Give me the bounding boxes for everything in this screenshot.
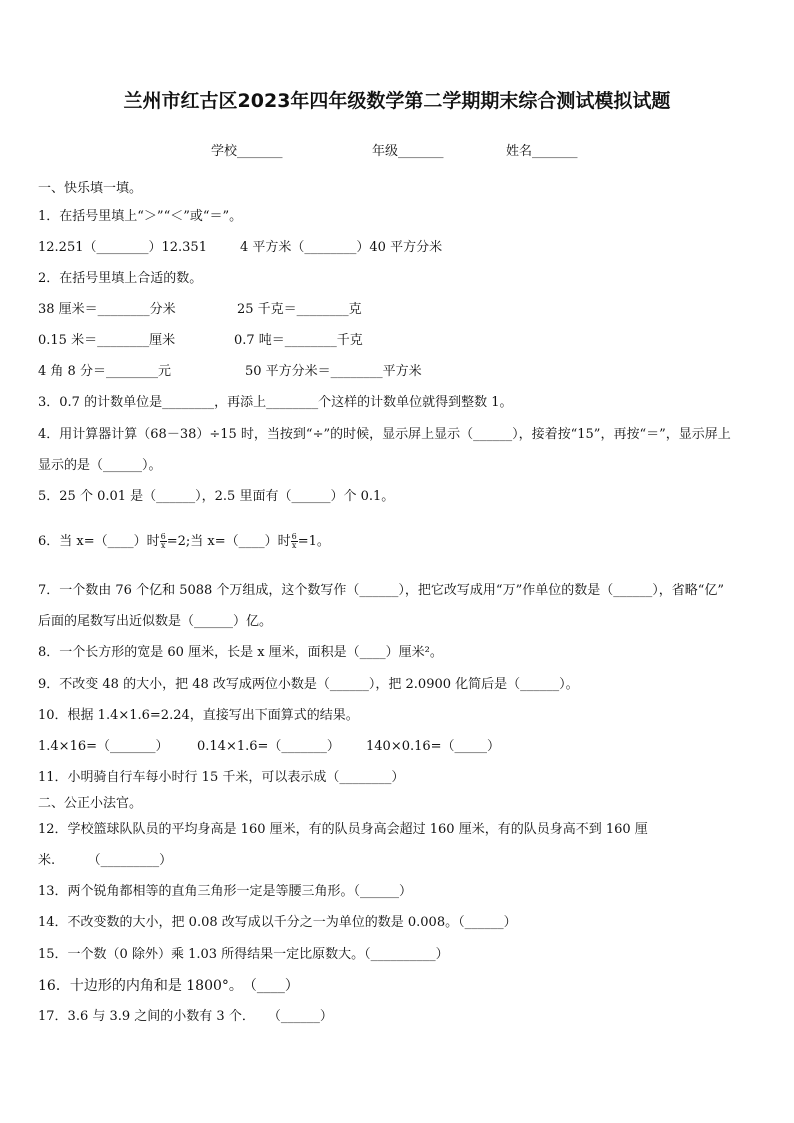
question-3: 3．0.7 的计数单位是________，再添上________个这样的计数单位就得到整数 1。	[38, 395, 513, 410]
question-4-line-2: 显示的是（______）。	[38, 458, 162, 473]
question-2-e: 4 角 8 分＝________元	[38, 364, 171, 379]
question-10-a: 1.4×16=（_______）	[38, 739, 169, 754]
grade-field: 年级_______	[372, 144, 444, 159]
name-field: 姓名_______	[506, 144, 578, 159]
question-2: 2．在括号里填上合适的数。	[38, 271, 203, 286]
question-1-b: 4 平方米（________）40 平方分米	[240, 240, 443, 255]
question-10-b: 0.14×1.6=（_______）	[197, 739, 340, 754]
question-1-a: 12.251（________）12.351	[38, 240, 207, 255]
question-16: 16．十边形的内角和是 1800°。 （____）	[38, 978, 299, 994]
question-2-f: 50 平方分米＝________平方米	[245, 364, 422, 379]
question-6-prefix: 6．当 x=（____）时	[38, 534, 160, 549]
fraction-6-over-x-2: $\frac{6}{x}$	[291, 532, 297, 550]
question-7-line-2: 后面的尾数写出近似数是（______）亿。	[38, 614, 273, 629]
fraction-6-over-x: $\frac{6}{x}$	[160, 532, 166, 550]
question-10: 10．根据 1.4×1.6=2.24，直接写出下面算式的结果。	[38, 708, 359, 723]
question-12-line-1: 12．学校篮球队队员的平均身高是 160 厘米，有的队员身高会超过 160 厘米，有的队员身高不到 160 厘	[38, 822, 648, 837]
question-5: 5．25 个 0.01 是（______），2.5 里面有（______）个 0.1。	[38, 489, 395, 504]
question-6-mid: =2;当 x=（____）时	[166, 534, 291, 549]
question-2-d: 0.7 吨＝________千克	[234, 333, 363, 348]
question-2-a: 38 厘米＝________分米	[38, 302, 176, 317]
question-11: 11．小明骑自行车每小时行 15 千米，可以表示成（________）	[38, 770, 405, 785]
question-6-suffix: =1。	[297, 534, 330, 549]
question-10-c: 140×0.16=（_____）	[366, 739, 501, 754]
school-field: 学校_______	[211, 144, 283, 159]
question-1: 1．在括号里填上“＞”“＜”或“＝”。	[38, 209, 243, 224]
question-9: 9．不改变 48 的大小，把 48 改写成两位小数是（______），把 2.0900 化简后是（______）。	[38, 677, 579, 692]
question-14: 14．不改变数的大小，把 0.08 改写成以千分之一为单位的数是 0.008。（______）	[38, 915, 517, 930]
question-6	[38, 533, 330, 551]
page-title: 兰州市红古区2023年四年级数学第二学期期末综合测试模拟试题	[123, 90, 671, 112]
section-heading-2: 二、公正小法官。	[38, 796, 143, 811]
question-2-b: 25 千克＝________克	[237, 302, 362, 317]
question-8: 8．一个长方形的宽是 60 厘米，长是 x 厘米，面积是（____）厘米²。	[38, 645, 443, 660]
question-13: 13．两个锐角都相等的直角三角形一定是等腰三角形。（______）	[38, 884, 413, 899]
question-17: 17．3.6 与 3.9 之间的小数有 3 个． （______）	[38, 1009, 333, 1024]
question-15: 15．一个数（0 除外）乘 1.03 所得结果一定比原数大。（__________）	[38, 947, 449, 962]
question-7-line-1: 7．一个数由 76 个亿和 5088 个万组成，这个数写作（______），把它改写成用“万”作单位的数是（______），省略“亿”	[38, 583, 725, 598]
question-4-line-1: 4．用计算器计算（68－38）÷15 时，当按到“÷”的时候，显示屏上显示（______），接着按“15”，再按“＝”，显示屏上	[38, 427, 731, 442]
section-heading-1: 一、快乐填一填。	[38, 181, 143, 196]
question-2-c: 0.15 米＝________厘米	[38, 333, 176, 348]
question-12-line-2: 米. （_________）	[38, 853, 173, 868]
